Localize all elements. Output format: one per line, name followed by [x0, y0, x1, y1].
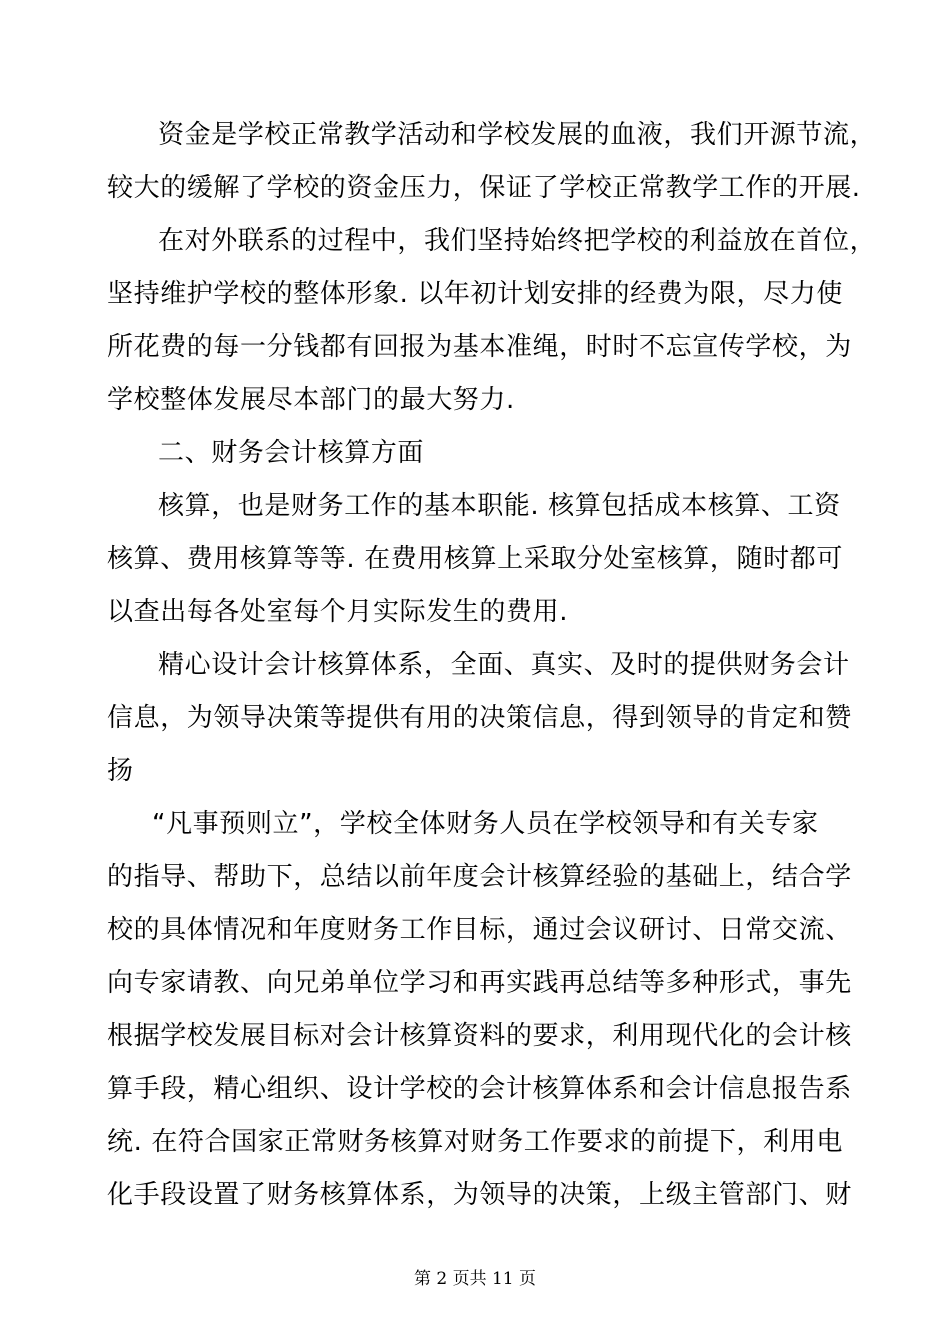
paragraph-line: 核算，也是财务工作的基本职能. 核算包括成本核算、工资 — [158, 491, 841, 521]
paragraph-line: 坚持维护学校的整体形象. 以年初计划安排的经费为限，尽力使 — [107, 279, 843, 309]
paragraph-line: 化手段设置了财务核算体系，为领导的决策，上级主管部门、财 — [107, 1180, 852, 1210]
paragraph-line: 核算、费用核算等等. 在费用核算上采取分处室核算，随时都可 — [107, 544, 843, 574]
paragraph-line: 较大的缓解了学校的资金压力，保证了学校正常教学工作的开展. — [107, 173, 861, 203]
paragraph-line: 所花费的每一分钱都有回报为基本准绳，时时不忘宣传学校，为 — [107, 332, 852, 362]
section-heading: 二、财务会计核算方面 — [158, 438, 425, 468]
paragraph-line: 的指导、帮助下，总结以前年度会计核算经验的基础上，结合学 — [107, 862, 852, 892]
paragraph-line: 在对外联系的过程中，我们坚持始终把学校的利益放在首位， — [158, 226, 877, 256]
paragraph-line: 根据学校发展目标对会计核算资料的要求，利用现代化的会计核 — [107, 1021, 852, 1051]
paragraph-line: 扬 — [107, 756, 134, 786]
paragraph-line: 统. 在符合国家正常财务核算对财务工作要求的前提下，利用电 — [107, 1127, 843, 1157]
paragraph-line: 学校整体发展尽本部门的最大努力. — [107, 385, 515, 415]
paragraph-line: 以查出每各处室每个月实际发生的费用. — [107, 597, 569, 627]
page-number-footer: 第 2 页共 11 页 — [413, 1269, 537, 1289]
paragraph-line: 校的具体情况和年度财务工作目标，通过会议研讨、日常交流、 — [107, 915, 852, 945]
paragraph-line: 信息，为领导决策等提供有用的决策信息，得到领导的肯定和赞 — [107, 703, 852, 733]
paragraph-line: 资金是学校正常教学活动和学校发展的血液，我们开源节流， — [158, 120, 877, 150]
paragraph-line: 精心设计会计核算体系，全面、真实、及时的提供财务会计 — [158, 650, 850, 680]
paragraph-line: 向专家请教、向兄弟单位学习和再实践再总结等多种形式，事先 — [107, 968, 852, 998]
paragraph-line: 算手段，精心组织、设计学校的会计核算体系和会计信息报告系 — [107, 1074, 852, 1104]
paragraph-line: “凡事预则立”，学校全体财务人员在学校领导和有关专家 — [152, 809, 819, 839]
